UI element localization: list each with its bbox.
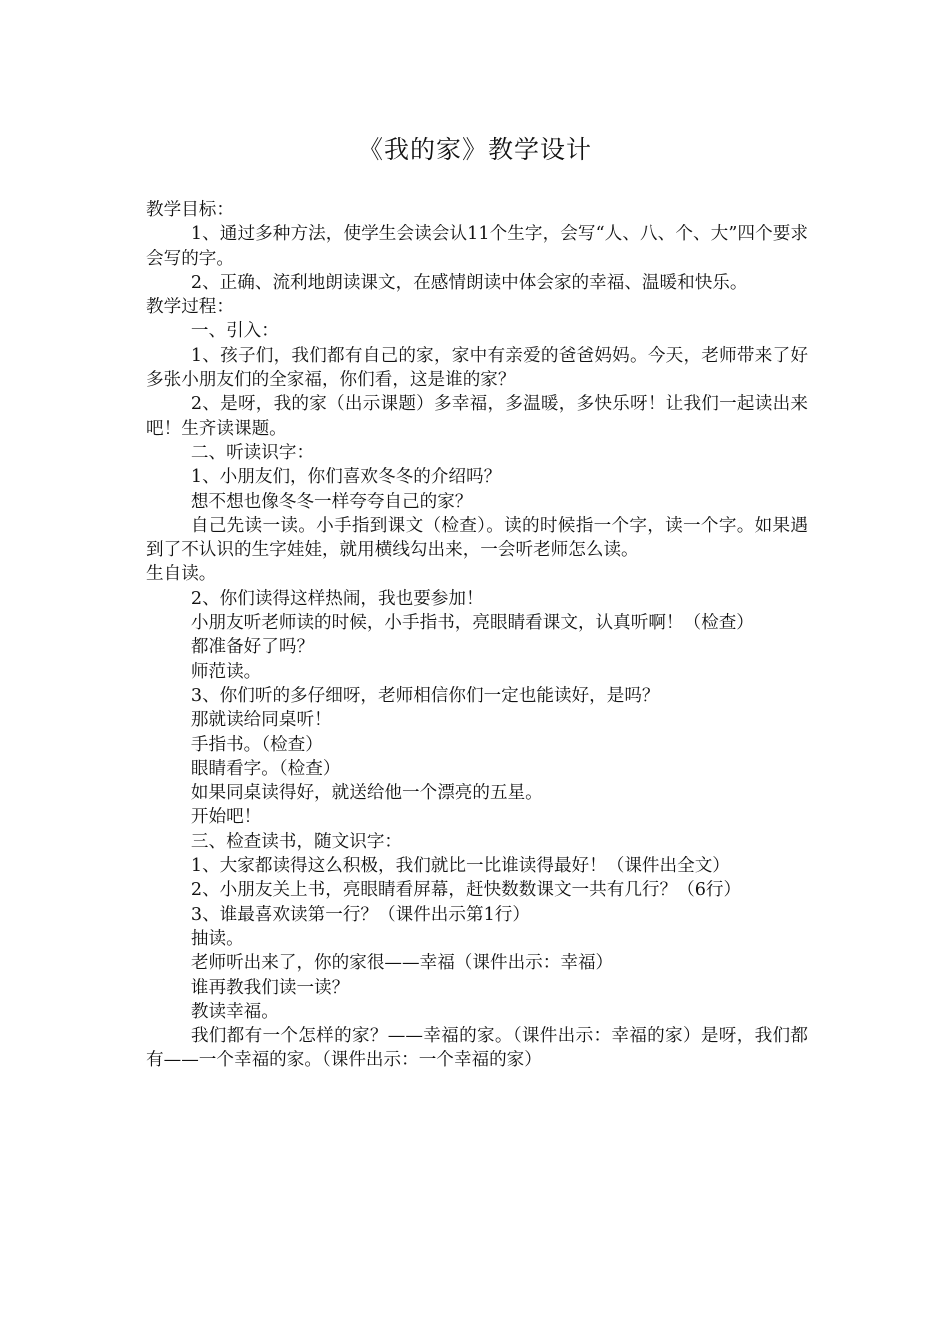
paragraph: 生自读。 <box>146 564 217 585</box>
paragraph: 那就读给同桌听！ <box>190 710 332 731</box>
paragraph: 自己先读一读。小手指到课文（检查）。读的时候指一个字，读一个字。如果遇到了不认识的生字娃娃，就用横线勾出来，一会听老师怎么读。 <box>146 515 808 561</box>
paragraph: 小朋友听老师读的时候，小手指书，亮眼睛看课文，认真听啊！（检查） <box>190 613 754 634</box>
paragraph: 2、你们读得这样热闹，我也要参加！ <box>190 588 484 609</box>
paragraph: 3、你们听的多仔细呀，老师相信你们一定也能读好，是吗？ <box>190 685 660 706</box>
paragraph: 我们都有一个怎样的家？——幸福的家。（课件出示：幸福的家）是呀，我们都有——一个幸福的家。（课件出示：一个幸福的家） <box>146 1026 808 1071</box>
paragraph: 开始吧！ <box>190 807 262 828</box>
paragraph: 老师听出来了，你的家很——幸福（课件出示：幸福） <box>190 953 614 974</box>
paragraph: 手指书。（检查） <box>190 734 323 755</box>
paragraph: 2、小朋友关上书，亮眼睛看屏幕，赶快数数课文一共有几行？（6行） <box>190 880 742 901</box>
document-body <box>146 198 808 1073</box>
paragraph: 眼睛看字。（检查） <box>190 758 341 779</box>
paragraph: 1、大家都读得这么积极，我们就比一比谁读得最好！（课件出全文） <box>190 856 730 877</box>
paragraph: 抽读。 <box>190 928 244 949</box>
paragraph: 1、通过多种方法，使学生会读会认11个生字，会写“人、八、个、大”四个要求会写的字。 <box>146 224 808 269</box>
document-title: 《我的家》教学设计 <box>357 135 592 164</box>
paragraph: 2、正确、流利地朗读课文，在感情朗读中体会家的幸福、温暖和快乐。 <box>190 272 748 293</box>
paragraph: 谁再教我们读一读？ <box>190 977 350 998</box>
paragraph: 教学目标： <box>146 200 234 220</box>
paragraph: 2、是呀，我的家（出示课题）多幸福，多温暖，多快乐呀！让我们一起读出来吧！生齐读课题。 <box>146 394 808 439</box>
paragraph: 教学过程： <box>146 297 234 318</box>
paragraph: 3、谁最喜欢读第一行？（课件出示第1行） <box>190 904 530 925</box>
paragraph: 二、听读识字： <box>190 442 315 463</box>
paragraph: 想不想也像冬冬一样夸夸自己的家？ <box>190 491 473 512</box>
paragraph: 1、孩子们，我们都有自己的家，家中有亲爱的爸爸妈妈。今天，老师带来了好多张小朋友们的全家福，你们看，这是谁的家？ <box>146 345 808 391</box>
paragraph: 都准备好了吗？ <box>190 637 315 658</box>
paragraph: 一、引入： <box>190 321 279 342</box>
paragraph: 教读幸福。 <box>190 1001 279 1022</box>
paragraph: 1、小朋友们，你们喜欢冬冬的介绍吗？ <box>190 467 502 488</box>
paragraph: 师范读。 <box>190 661 262 682</box>
paragraph: 如果同桌读得好，就送给他一个漂亮的五星。 <box>190 783 543 804</box>
paragraph: 三、检查读书，随文识字： <box>190 831 403 852</box>
